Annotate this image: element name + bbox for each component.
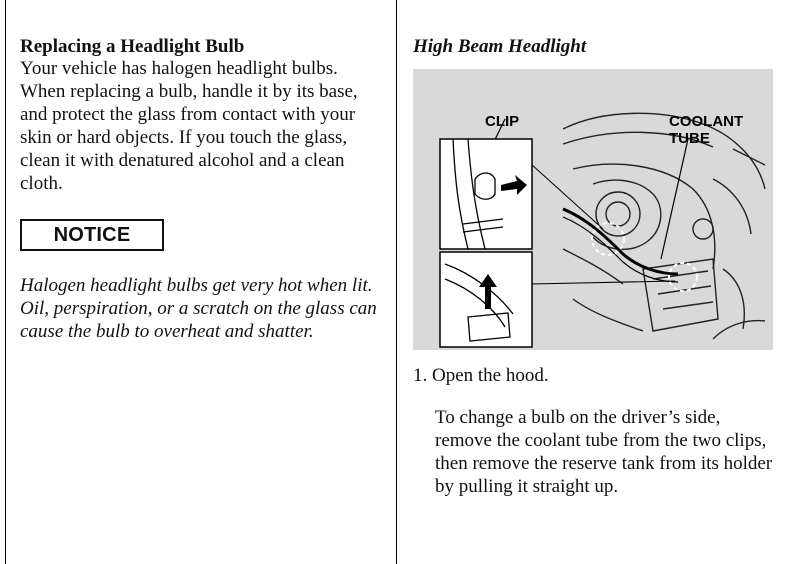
column-divider-rule bbox=[396, 0, 397, 564]
headlight-illustration bbox=[413, 69, 773, 350]
notice-text: Halogen headlight bulbs get very hot when lit. Oil, perspiration, or a scratch on the glass can cause the bulb to overheat and shatter. bbox=[20, 275, 377, 342]
engine-bay-drawing bbox=[413, 69, 773, 350]
left-column bbox=[20, 36, 385, 362]
left-margin-rule bbox=[5, 0, 6, 564]
coolant-tube-label-line2: TUBE bbox=[669, 130, 710, 147]
clip-highlight-lower bbox=[669, 263, 697, 291]
right-column bbox=[413, 36, 778, 517]
step-1-detail: To change a bulb on the driver’s side, remove the coolant tube from the two clips, then remove the reserve tank from its holder by pulling it straight up. bbox=[435, 407, 773, 497]
step-1: 1. Open the hood. bbox=[413, 365, 549, 386]
figure-title: High Beam Headlight bbox=[413, 36, 587, 57]
clip-label: CLIP bbox=[485, 113, 520, 130]
intro-paragraph: Your vehicle has halogen headlight bulbs. When replacing a bulb, handle it by its base, and protect the glass from contact with your skin or hard objects. If you touch the glass, clean it with denatured alcohol and a clean cloth. bbox=[20, 58, 358, 194]
notice-label: NOTICE bbox=[53, 223, 131, 246]
coolant-tube-label-line1: COOLANT bbox=[669, 113, 744, 130]
notice-box bbox=[20, 219, 164, 251]
section-heading: Replacing a Headlight Bulb bbox=[20, 36, 245, 57]
